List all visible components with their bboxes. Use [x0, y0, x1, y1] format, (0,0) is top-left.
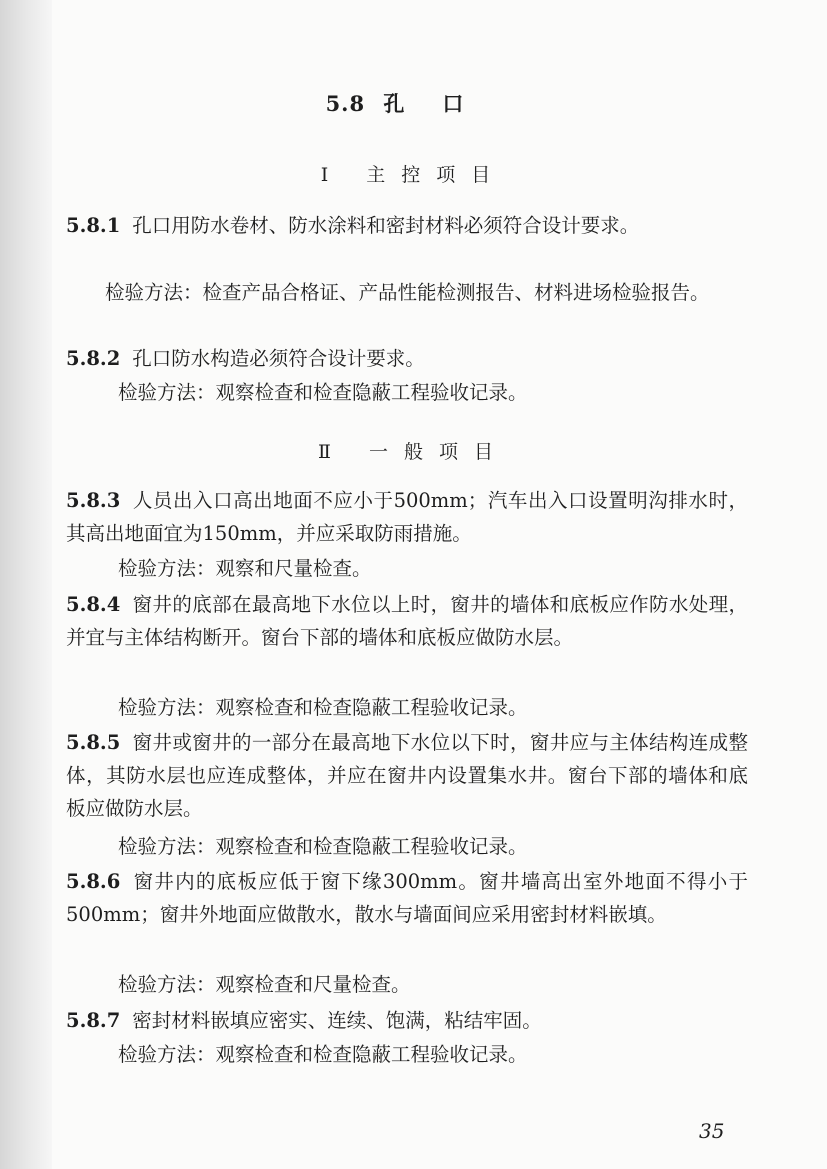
clause-number: 5.8.7	[66, 1009, 121, 1032]
clause-text: 孔口防水构造必须符合设计要求。	[132, 347, 425, 370]
section-number: 5.8	[325, 91, 366, 116]
clause-number: 5.8.5	[66, 731, 121, 754]
clause-5-8-6-method: 检验方法：观察检查和尺量检查。	[118, 973, 411, 996]
clause-5-8-2	[66, 342, 748, 375]
clause-text: 人员出入口高出地面不应小于500mm；汽车出入口设置明沟排水时，其高出地面宜为150mm，并应采取防雨措施。	[66, 489, 748, 545]
clause-5-8-4	[66, 588, 748, 654]
clause-5-8-1	[66, 209, 748, 242]
section-title-text: 孔口	[383, 91, 502, 116]
clause-5-8-7-method: 检验方法：观察检查和检查隐蔽工程验收记录。	[118, 1043, 528, 1066]
clause-5-8-2-method: 检验方法：观察检查和检查隐蔽工程验收记录。	[118, 381, 528, 404]
clause-number: 5.8.4	[66, 593, 121, 616]
clause-number: 5.8.6	[66, 870, 121, 893]
clause-number: 5.8.2	[66, 347, 121, 370]
clause-5-8-7	[66, 1004, 748, 1037]
clause-number: 5.8.1	[66, 214, 121, 237]
clause-5-8-5-method: 检验方法：观察检查和检查隐蔽工程验收记录。	[118, 835, 528, 858]
clause-text: 窗井的底部在最高地下水位以上时，窗井的墙体和底板应作防水处理，并宜与主体结构断开。窗台下部的墙体和底板应做防水层。	[66, 593, 748, 649]
clause-number: 5.8.3	[66, 489, 121, 512]
clause-5-8-1-method: 检验方法：检查产品合格证、产品性能检测报告、材料进场检验报告。	[105, 281, 710, 304]
clause-5-8-5	[66, 726, 748, 825]
clause-text: 孔口用防水卷材、防水涂料和密封材料必须符合设计要求。	[132, 214, 640, 237]
general-heading: Ⅱ 一般项目	[318, 441, 509, 463]
section-title	[0, 88, 827, 118]
clause-5-8-3-method: 检验方法：观察和尺量检查。	[118, 557, 372, 580]
main-control-heading: Ⅰ 主控项目	[320, 164, 507, 186]
clause-5-8-3	[66, 484, 748, 550]
clause-text: 窗井内的底板应低于窗下缘300mm。窗井墙高出室外地面不得小于500mm；窗井外地面应做散水，散水与墙面间应采用密封材料嵌填。	[66, 870, 748, 926]
page-number: 35	[699, 1119, 725, 1143]
clause-text: 窗井或窗井的一部分在最高地下水位以下时，窗井应与主体结构连成整体，其防水层也应连成整体，并应在窗井内设置集水井。窗台下部的墙体和底板应做防水层。	[66, 731, 748, 820]
clause-5-8-6	[66, 865, 748, 931]
clause-5-8-4-method: 检验方法：观察检查和检查隐蔽工程验收记录。	[118, 696, 528, 719]
clause-text: 密封材料嵌填应密实、连续、饱满，粘结牢固。	[132, 1009, 542, 1032]
